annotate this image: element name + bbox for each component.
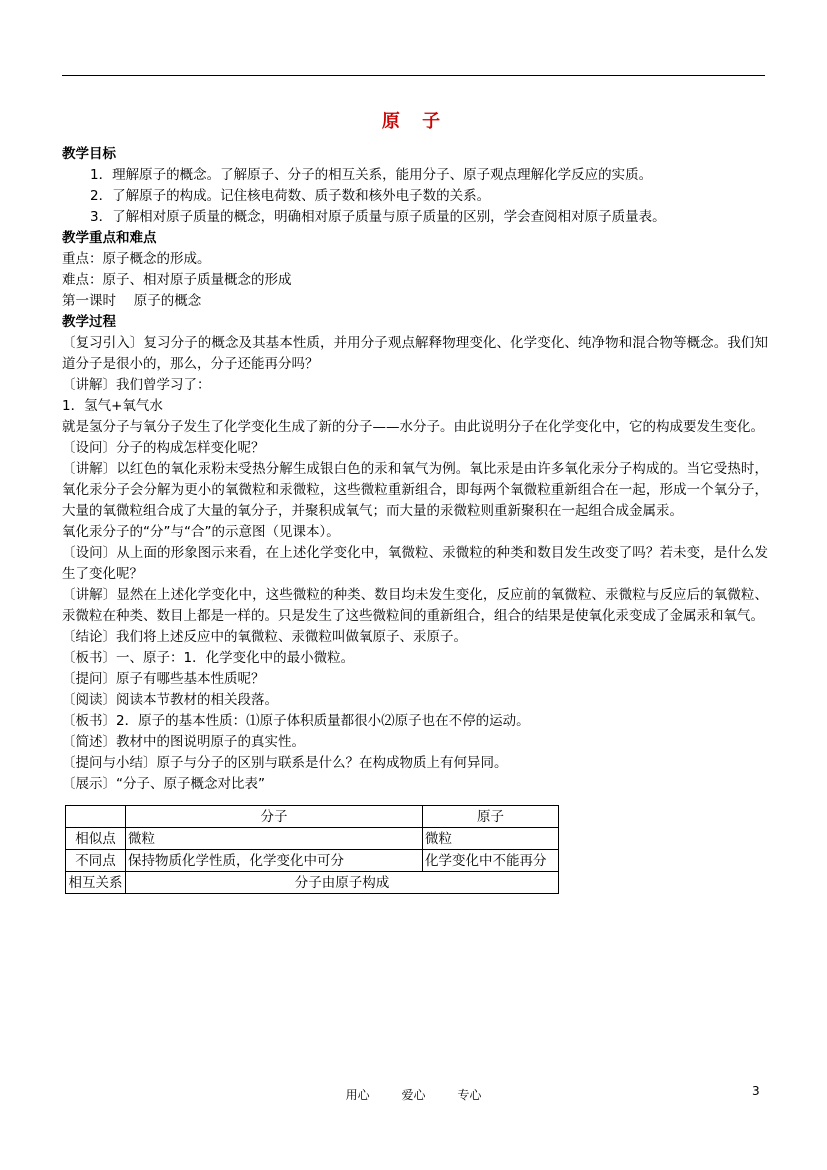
table-cell: 保持物质化学性质，化学变化中可分	[126, 850, 423, 872]
process-paragraph: 1．氢气+氧气水	[62, 398, 163, 414]
document-body	[62, 108, 768, 894]
process-paragraph: 〔讲解〕显然在上述化学变化中，这些微粒的种类、数目均未发生变化，反应前的氧微粒、汞微粒与反应后的氧微粒、汞微粒在种类、数目上都是一样的。只是发生了这些微粒间的重新组合，组合的结果是使氧化汞变成了金属汞和氧气。	[62, 587, 768, 624]
keypoint-line: 难点：原子、相对原子质量概念的形成	[62, 272, 292, 288]
comparison-table	[65, 805, 559, 894]
table-cell: 分子由原子构成	[126, 872, 559, 894]
process-paragraph: 〔阅读〕阅读本节教材的相关段落。	[62, 692, 278, 708]
process-paragraph: 〔展示〕“分子、原子概念对比表”	[62, 776, 265, 792]
process-paragraph: 〔讲解〕我们曾学习了：	[62, 377, 211, 393]
process-paragraph: 〔复习引入〕复习分子的概念及其基本性质，并用分子观点解释物理变化、化学变化、纯净物和混合物等概念。我们知道分子是很小的，那么，分子还能再分吗？	[62, 335, 768, 372]
table-row	[66, 806, 559, 828]
process-paragraph: 〔简述〕教材中的图说明原子的真实性。	[62, 734, 305, 750]
table-header-atom: 原子	[423, 806, 559, 828]
table-cell: 微粒	[423, 828, 559, 850]
footer-motto: 专心	[457, 1088, 482, 1102]
lesson-title: 第一课时 原子的概念	[62, 293, 202, 309]
table-cell: 化学变化中不能再分	[423, 850, 559, 872]
process-paragraph: 〔设问〕分子的构成怎样变化呢？	[62, 440, 265, 456]
process-paragraph: 〔提问〕原子有哪些基本性质呢？	[62, 671, 265, 687]
footer-motto: 爱心	[401, 1088, 426, 1102]
process-paragraph: 就是氢分子与氧分子发生了化学变化生成了新的分子——水分子。由此说明分子在化学变化中，它的构成要发生变化。	[62, 419, 764, 435]
table-row	[66, 872, 559, 894]
table-header-molecule: 分子	[126, 806, 423, 828]
goal-item: 1．理解原子的概念。了解原子、分子的相互关系，能用分子、原子观点理解化学反应的实质。	[90, 167, 653, 183]
goals-heading: 教学目标	[62, 146, 116, 162]
footer-mottos	[0, 1086, 827, 1103]
page-title: 原 子	[381, 111, 449, 132]
keypoint-line: 重点：原子概念的形成。	[62, 251, 211, 267]
process-paragraph: 〔板书〕2．原子的基本性质：⑴原子体积质量都很小⑵原子也在不停的运动。	[62, 713, 530, 729]
process-paragraph: 〔设问〕从上面的形象图示来看，在上述化学变化中，氧微粒、汞微粒的种类和数目发生改变了吗？若未变，是什么发生了变化呢？	[62, 545, 768, 582]
process-paragraph: 〔提问与小结〕原子与分子的区别与联系是什么？在构成物质上有何异同。	[62, 755, 508, 771]
keypoints-heading: 教学重点和难点	[62, 230, 157, 246]
process-paragraph: 氧化汞分子的“分”与“合”的示意图（见课本）。	[62, 524, 340, 540]
table-row-label: 不同点	[66, 850, 126, 872]
footer-motto: 用心	[345, 1088, 370, 1102]
process-heading: 教学过程	[62, 314, 116, 330]
table-row-label: 相似点	[66, 828, 126, 850]
process-paragraph: 〔板书〕一、原子：1．化学变化中的最小微粒。	[62, 650, 355, 666]
table-cell	[66, 806, 126, 828]
table-row-label: 相互关系	[66, 872, 126, 894]
table-cell: 微粒	[126, 828, 423, 850]
table-row	[66, 850, 559, 872]
process-paragraph: 〔结论〕我们将上述反应中的氧微粒、汞微粒叫做氧原子、汞原子。	[62, 629, 467, 645]
page-number: 3	[752, 1084, 760, 1098]
table-row	[66, 828, 559, 850]
header-rule	[62, 75, 765, 76]
goal-item: 2．了解原子的构成。记住核电荷数、质子数和核外电子数的关系。	[90, 188, 491, 204]
process-paragraph: 〔讲解〕以红色的氧化汞粉末受热分解生成银白色的汞和氧气为例。氧比汞是由许多氧化汞分子构成的。当它受热时，氧化汞分子会分解为更小的氧微粒和汞微粒，这些微粒重新组合，即每两个氧微粒重新组合在一起，形成一个氧分子，大量的氧微粒组合成了大量的氧分子，并聚积成氧气；而大量的汞微粒则重新聚积在一起组合成金属汞。	[62, 461, 768, 519]
goal-item: 3．了解相对原子质量的概念，明确相对原子质量与原子质量的区别，学会查阅相对原子质量表。	[90, 209, 666, 225]
